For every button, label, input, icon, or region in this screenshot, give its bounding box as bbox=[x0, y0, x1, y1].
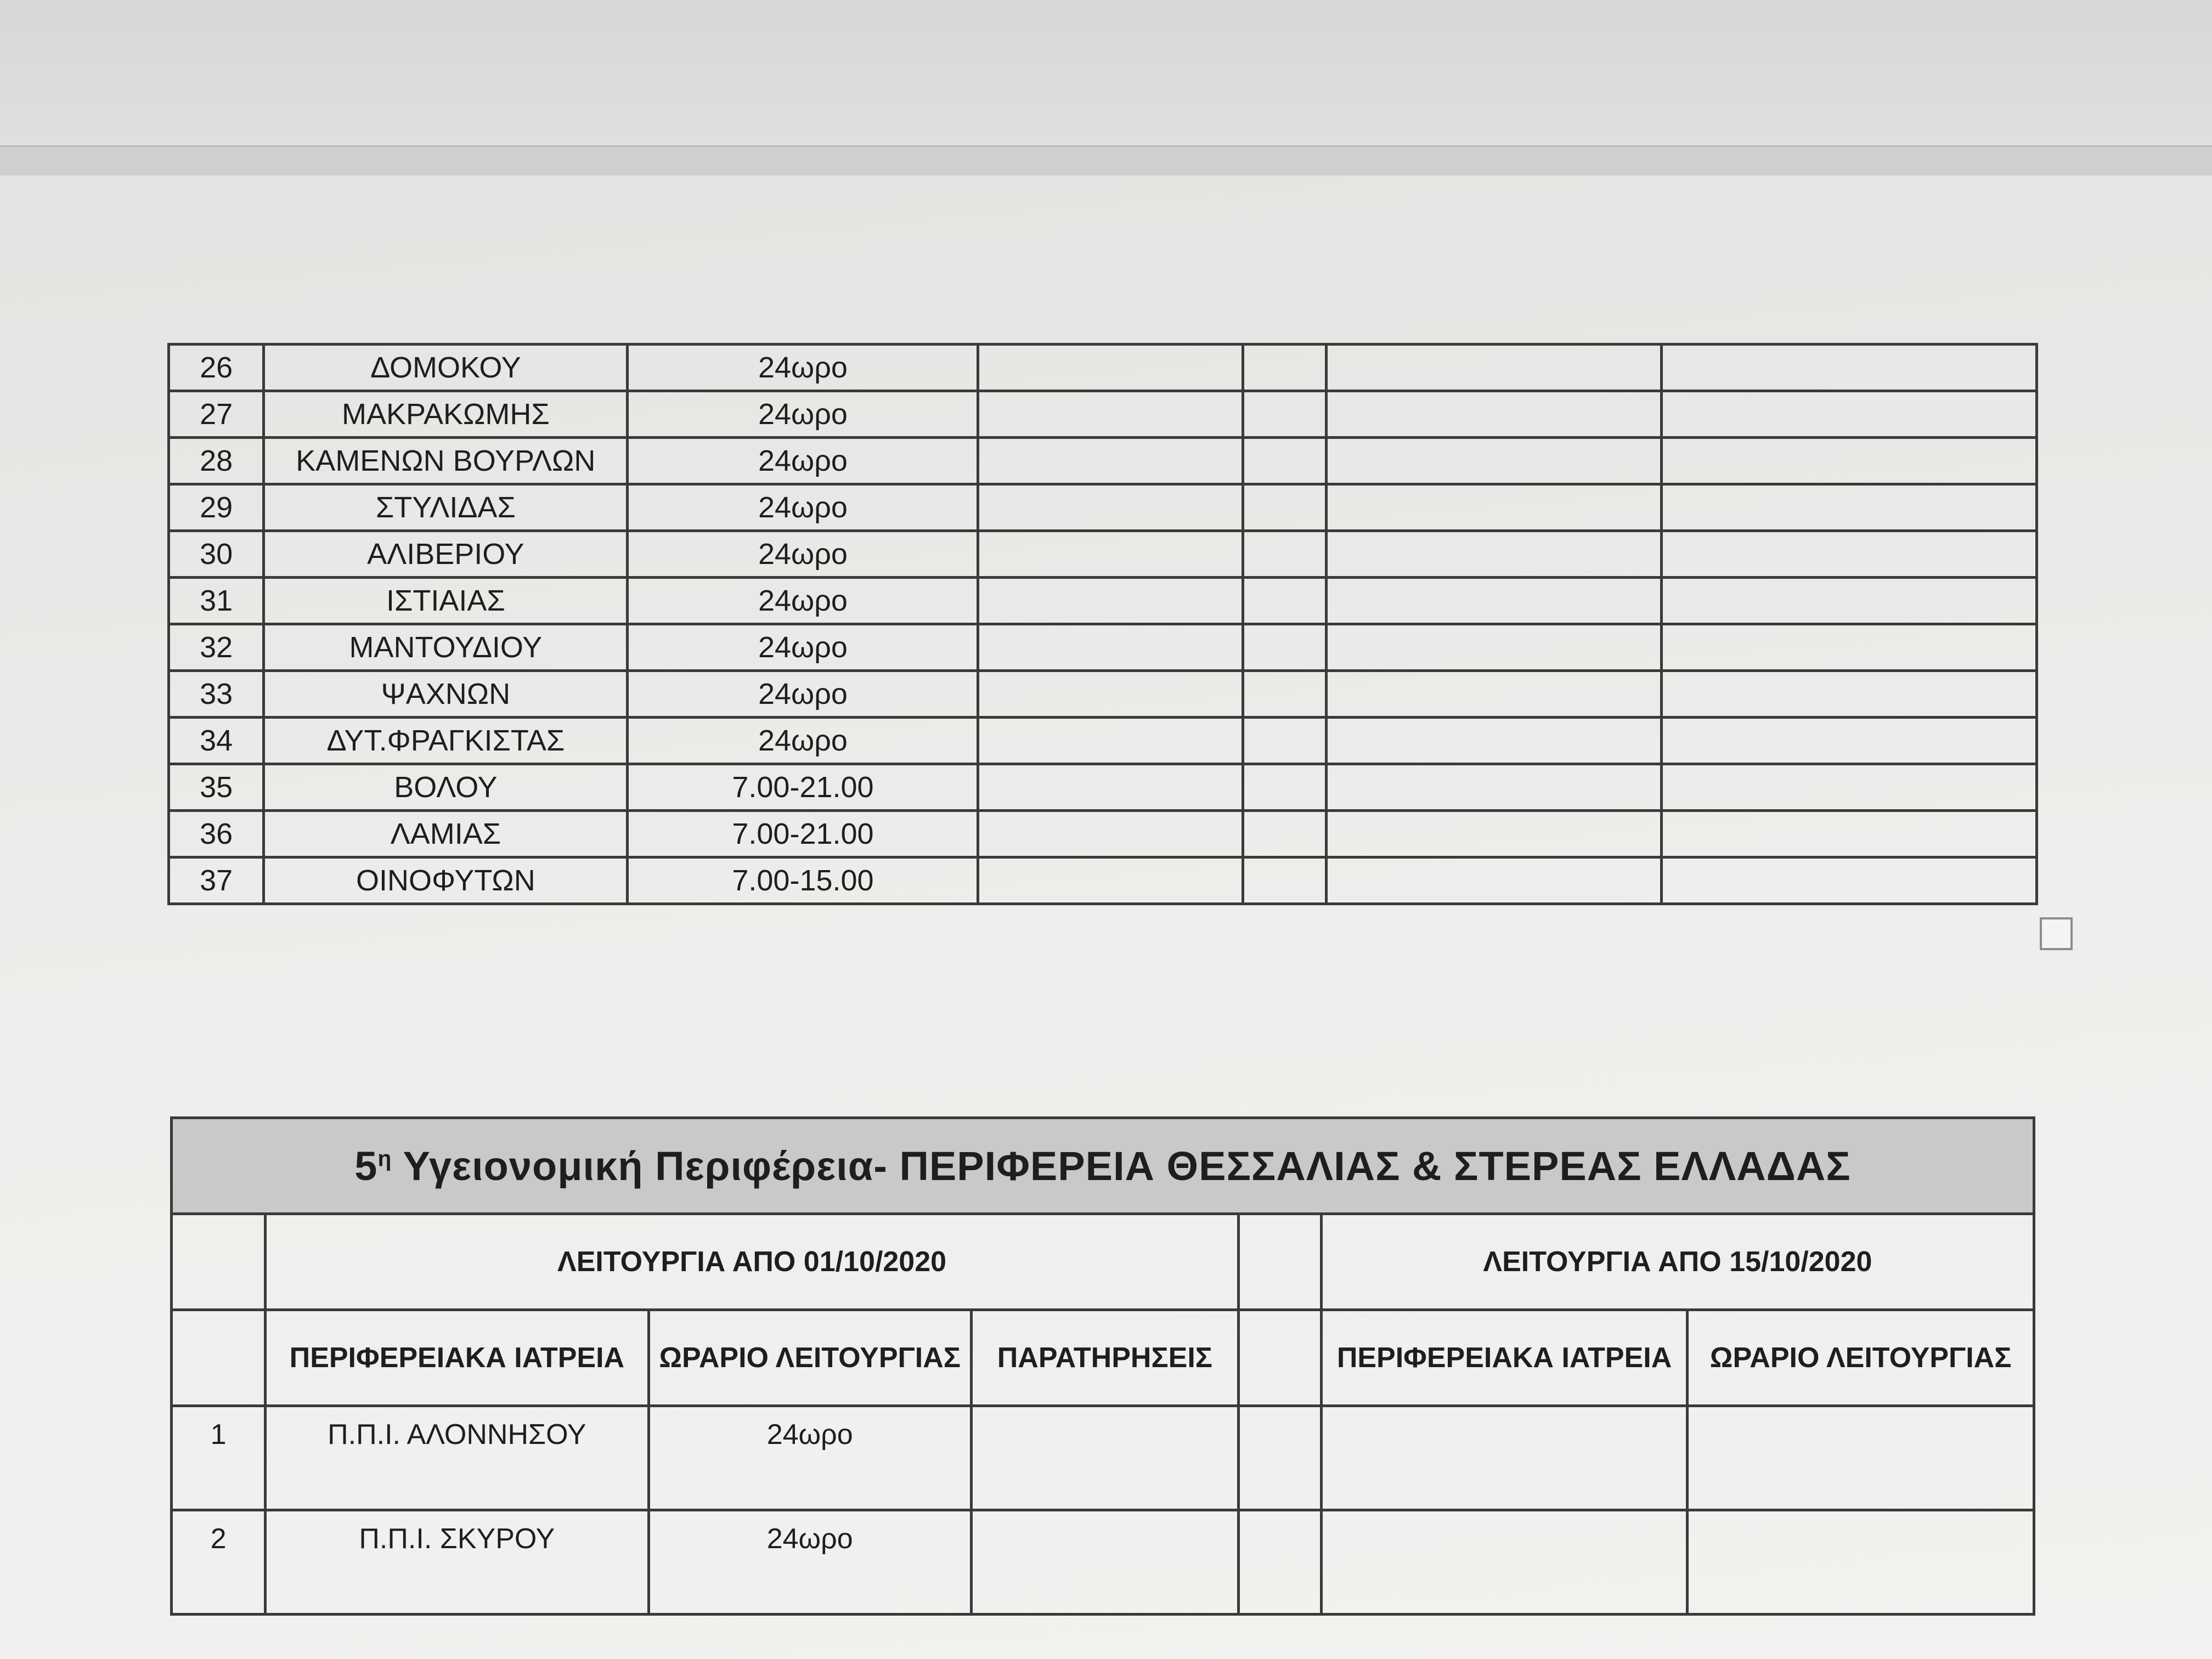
clinic-hours-2 bbox=[1661, 671, 2036, 718]
clinic-name-2 bbox=[1327, 578, 1661, 624]
table-row bbox=[169, 718, 2037, 764]
clinic-name-2 bbox=[1327, 484, 1661, 531]
window-top-area bbox=[0, 0, 2212, 145]
clinic-hours-2 bbox=[1661, 484, 2036, 531]
clinic-name: ΣΤΥΛΙΔΑΣ bbox=[264, 484, 628, 531]
empty-cell bbox=[1243, 671, 1327, 718]
row-number: 30 bbox=[169, 531, 264, 578]
empty-cell bbox=[1243, 718, 1327, 764]
row-number: 2 bbox=[172, 1510, 266, 1615]
row-number: 33 bbox=[169, 671, 264, 718]
clinics-table-continued bbox=[167, 343, 2038, 905]
clinic-hours: 24ωρο bbox=[628, 345, 978, 391]
notes-cell bbox=[978, 484, 1243, 531]
clinic-hours: 7.00-21.00 bbox=[628, 811, 978, 857]
clinic-name-2 bbox=[1327, 857, 1661, 904]
notes-cell bbox=[978, 764, 1243, 811]
table-title bbox=[172, 1118, 2034, 1214]
ruler-bar bbox=[0, 145, 2212, 179]
notes-cell bbox=[978, 578, 1243, 624]
header-clinics-2: ΠΕΡΙΦΕΡΕΙΑΚΑ ΙΑΤΡΕΙΑ bbox=[1321, 1310, 1687, 1406]
row-number: 26 bbox=[169, 345, 264, 391]
clinic-hours: 24ωρο bbox=[628, 531, 978, 578]
period-1-header: ΛΕΙΤΟΥΡΓΙΑ ΑΠΟ 01/10/2020 bbox=[266, 1214, 1239, 1310]
clinic-name: ΜΑΚΡΑΚΩΜΗΣ bbox=[264, 391, 628, 438]
empty-cell bbox=[1243, 578, 1327, 624]
table-row bbox=[169, 391, 2037, 438]
clinic-name-2 bbox=[1327, 718, 1661, 764]
clinic-name-2 bbox=[1327, 624, 1661, 671]
header-clinics: ΠΕΡΙΦΕΡΕΙΑΚΑ ΙΑΤΡΕΙΑ bbox=[266, 1310, 649, 1406]
notes-cell bbox=[978, 391, 1243, 438]
empty-cell bbox=[1239, 1310, 1322, 1406]
empty-cell bbox=[1243, 624, 1327, 671]
header-hours: ΩΡΑΡΙΟ ΛΕΙΤΟΥΡΓΙΑΣ bbox=[648, 1310, 971, 1406]
row-number: 31 bbox=[169, 578, 264, 624]
empty-cell bbox=[1239, 1510, 1322, 1615]
empty-cell bbox=[1239, 1214, 1322, 1310]
clinic-hours: 24ωρο bbox=[648, 1510, 971, 1615]
empty-cell bbox=[1243, 484, 1327, 531]
table-row bbox=[169, 624, 2037, 671]
clinic-hours-2 bbox=[1661, 764, 2036, 811]
clinic-hours: 24ωρο bbox=[648, 1406, 971, 1510]
clinic-name-2 bbox=[1327, 764, 1661, 811]
clinic-hours-2 bbox=[1661, 811, 2036, 857]
clinic-name-2 bbox=[1327, 438, 1661, 484]
table-row bbox=[172, 1510, 2034, 1615]
row-number: 34 bbox=[169, 718, 264, 764]
clinic-hours: 24ωρο bbox=[628, 624, 978, 671]
clinic-hours: 24ωρο bbox=[628, 671, 978, 718]
table-row bbox=[169, 531, 2037, 578]
clinic-name: ΚΑΜΕΝΩΝ ΒΟΥΡΛΩΝ bbox=[264, 438, 628, 484]
row-number: 37 bbox=[169, 857, 264, 904]
notes-cell bbox=[978, 857, 1243, 904]
table-row bbox=[169, 671, 2037, 718]
clinic-hours: 24ωρο bbox=[628, 438, 978, 484]
clinic-name-2 bbox=[1327, 391, 1661, 438]
clinic-hours: 7.00-21.00 bbox=[628, 764, 978, 811]
clinic-hours-2 bbox=[1661, 438, 2036, 484]
empty-cell bbox=[1239, 1406, 1322, 1510]
notes-cell bbox=[978, 531, 1243, 578]
empty-cell bbox=[1243, 531, 1327, 578]
clinic-hours-2 bbox=[1661, 345, 2036, 391]
empty-cell bbox=[172, 1214, 266, 1310]
notes-cell bbox=[978, 438, 1243, 484]
clinic-name: ΔΥΤ.ΦΡΑΓΚΙΣΤΑΣ bbox=[264, 718, 628, 764]
column-header-row bbox=[172, 1310, 2034, 1406]
title-superscript: η bbox=[377, 1145, 392, 1171]
notes-cell bbox=[971, 1406, 1238, 1510]
table-row bbox=[169, 764, 2037, 811]
clinics-table-body bbox=[169, 345, 2037, 904]
empty-cell bbox=[1243, 857, 1327, 904]
clinic-name: ΙΣΤΙΑΙΑΣ bbox=[264, 578, 628, 624]
clinic-hours: 7.00-15.00 bbox=[628, 857, 978, 904]
title-number: 5 bbox=[354, 1143, 378, 1189]
clinic-name: Π.Π.Ι. ΑΛΟΝΝΗΣΟΥ bbox=[266, 1406, 649, 1510]
header-notes: ΠΑΡΑΤΗΡΗΣΕΙΣ bbox=[971, 1310, 1238, 1406]
clinic-name: ΑΛΙΒΕΡΙΟΥ bbox=[264, 531, 628, 578]
notes-cell bbox=[971, 1510, 1238, 1615]
notes-cell bbox=[978, 718, 1243, 764]
row-number: 1 bbox=[172, 1406, 266, 1510]
clinic-hours-2 bbox=[1661, 391, 2036, 438]
period-row bbox=[172, 1214, 2034, 1310]
clinic-name-2 bbox=[1327, 811, 1661, 857]
clinic-hours-2 bbox=[1661, 624, 2036, 671]
row-number: 27 bbox=[169, 391, 264, 438]
clinic-hours-2 bbox=[1661, 531, 2036, 578]
table-row bbox=[169, 811, 2037, 857]
row-number: 28 bbox=[169, 438, 264, 484]
clinic-name: ΜΑΝΤΟΥΔΙΟΥ bbox=[264, 624, 628, 671]
row-number: 36 bbox=[169, 811, 264, 857]
clinic-hours-2 bbox=[1661, 718, 2036, 764]
table-resize-handle[interactable] bbox=[2040, 917, 2073, 950]
table-row bbox=[169, 345, 2037, 391]
table-row bbox=[169, 438, 2037, 484]
clinic-name: ΒΟΛΟΥ bbox=[264, 764, 628, 811]
clinic-hours: 24ωρο bbox=[628, 484, 978, 531]
clinic-hours: 24ωρο bbox=[628, 391, 978, 438]
title-row bbox=[172, 1118, 2034, 1214]
empty-cell bbox=[1243, 811, 1327, 857]
period-2-header: ΛΕΙΤΟΥΡΓΙΑ ΑΠΟ 15/10/2020 bbox=[1321, 1214, 2034, 1310]
header-hours-2: ΩΡΑΡΙΟ ΛΕΙΤΟΥΡΓΙΑΣ bbox=[1688, 1310, 2034, 1406]
region-5-table bbox=[170, 1116, 2035, 1616]
row-number: 29 bbox=[169, 484, 264, 531]
empty-cell bbox=[1243, 764, 1327, 811]
clinic-name: Π.Π.Ι. ΣΚΥΡΟΥ bbox=[266, 1510, 649, 1615]
empty-cell bbox=[1243, 391, 1327, 438]
clinic-hours: 24ωρο bbox=[628, 718, 978, 764]
empty-cell bbox=[1243, 345, 1327, 391]
clinic-name: ΔΟΜΟΚΟΥ bbox=[264, 345, 628, 391]
clinic-hours-2 bbox=[1661, 578, 2036, 624]
clinic-hours-2 bbox=[1688, 1510, 2034, 1615]
clinic-name-2 bbox=[1321, 1406, 1687, 1510]
row-number: 35 bbox=[169, 764, 264, 811]
clinic-name: ΟΙΝΟΦΥΤΩΝ bbox=[264, 857, 628, 904]
notes-cell bbox=[978, 624, 1243, 671]
notes-cell bbox=[978, 671, 1243, 718]
clinic-name-2 bbox=[1327, 345, 1661, 391]
clinic-name-2 bbox=[1327, 671, 1661, 718]
clinic-name-2 bbox=[1321, 1510, 1687, 1615]
row-number: 32 bbox=[169, 624, 264, 671]
empty-cell bbox=[1243, 438, 1327, 484]
clinic-name: ΨΑΧΝΩΝ bbox=[264, 671, 628, 718]
clinic-hours: 24ωρο bbox=[628, 578, 978, 624]
notes-cell bbox=[978, 811, 1243, 857]
empty-cell bbox=[172, 1310, 266, 1406]
clinic-name-2 bbox=[1327, 531, 1661, 578]
clinic-hours-2 bbox=[1688, 1406, 2034, 1510]
title-text: Υγειονομική Περιφέρεια- ΠΕΡΙΦΕΡΕΙΑ ΘΕΣΣΑΛΙΑΣ & ΣΤΕΡΕΑΣ ΕΛΛΑΔΑΣ bbox=[392, 1143, 1851, 1189]
table-row bbox=[169, 578, 2037, 624]
table-row bbox=[169, 857, 2037, 904]
clinic-hours-2 bbox=[1661, 857, 2036, 904]
table-row bbox=[172, 1406, 2034, 1510]
table-row bbox=[169, 484, 2037, 531]
clinic-name: ΛΑΜΙΑΣ bbox=[264, 811, 628, 857]
notes-cell bbox=[978, 345, 1243, 391]
